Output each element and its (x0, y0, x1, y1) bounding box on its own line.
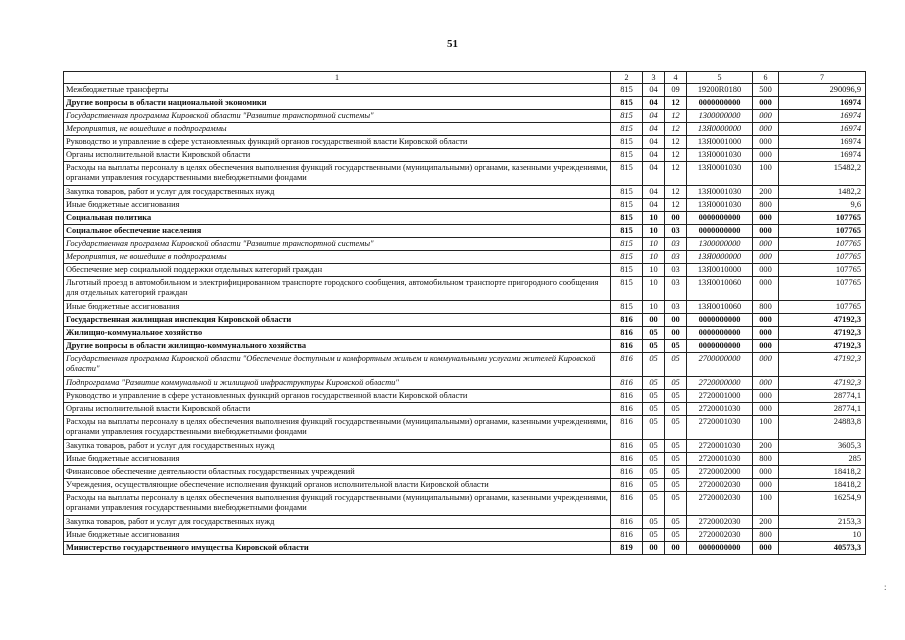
cell-name: Расходы на выплаты персоналу в целях обеспечения выполнения функций государственными (муниципальными) органами, казенными учреждениями, органами управления государственными внебюджетными фондами (64, 492, 611, 516)
cell-name: Руководство и управление в сфере установленных функций органов государственной власти Кировской области (64, 136, 611, 149)
cell-department: 815 (611, 301, 643, 314)
table-row (64, 327, 866, 340)
cell-department: 815 (611, 186, 643, 199)
cell-expense-type: 000 (753, 149, 779, 162)
cell-target-article: 2720002000 (687, 466, 753, 479)
cell-name: Обеспечение мер социальной поддержки отдельных категорий граждан (64, 264, 611, 277)
cell-target-article: 2720002030 (687, 516, 753, 529)
cell-target-article: 13Я0000000 (687, 251, 753, 264)
cell-name: Социальное обеспечение населения (64, 225, 611, 238)
cell-target-article: 13Я0000000 (687, 123, 753, 136)
cell-department: 815 (611, 123, 643, 136)
cell-expense-type: 000 (753, 277, 779, 301)
cell-target-article: 2720000000 (687, 377, 753, 390)
cell-subsection: 05 (665, 353, 687, 377)
cell-target-article: 13Я0001030 (687, 186, 753, 199)
cell-subsection: 05 (665, 440, 687, 453)
cell-subsection: 12 (665, 149, 687, 162)
cell-expense-type: 800 (753, 529, 779, 542)
cell-subsection: 12 (665, 186, 687, 199)
table-row (64, 238, 866, 251)
cell-amount: 10 (779, 529, 866, 542)
table-row (64, 353, 866, 377)
cell-amount: 28774,1 (779, 403, 866, 416)
cell-section: 10 (643, 277, 665, 301)
cell-subsection: 03 (665, 277, 687, 301)
cell-expense-type: 000 (753, 403, 779, 416)
scan-margin-mark: : (884, 582, 887, 592)
cell-section: 10 (643, 225, 665, 238)
cell-expense-type: 000 (753, 136, 779, 149)
cell-amount: 290096,9 (779, 84, 866, 97)
cell-section: 04 (643, 97, 665, 110)
cell-amount: 107765 (779, 277, 866, 301)
table-row (64, 251, 866, 264)
table-row (64, 542, 866, 555)
cell-department: 816 (611, 340, 643, 353)
cell-subsection: 12 (665, 123, 687, 136)
cell-name: Расходы на выплаты персоналу в целях обеспечения выполнения функций государственными (муниципальными) органами, казенными учреждениями, органами управления государственными внебюджетными фондами (64, 416, 611, 440)
cell-expense-type: 000 (753, 225, 779, 238)
cell-expense-type: 000 (753, 110, 779, 123)
cell-subsection: 05 (665, 479, 687, 492)
cell-section: 04 (643, 123, 665, 136)
cell-target-article: 1300000000 (687, 110, 753, 123)
cell-section: 04 (643, 162, 665, 186)
cell-department: 816 (611, 327, 643, 340)
cell-target-article: 13Я0010060 (687, 277, 753, 301)
cell-expense-type: 000 (753, 542, 779, 555)
cell-expense-type: 500 (753, 84, 779, 97)
table-row (64, 403, 866, 416)
cell-target-article: 2720001030 (687, 440, 753, 453)
table-row (64, 416, 866, 440)
cell-expense-type: 100 (753, 492, 779, 516)
cell-target-article: 2720001030 (687, 403, 753, 416)
cell-target-article: 0000000000 (687, 542, 753, 555)
cell-target-article: 2720002030 (687, 479, 753, 492)
cell-department: 816 (611, 479, 643, 492)
cell-amount: 16254,9 (779, 492, 866, 516)
cell-expense-type: 000 (753, 212, 779, 225)
cell-section: 04 (643, 84, 665, 97)
cell-amount: 285 (779, 453, 866, 466)
cell-name: Жилищно-коммунальное хозяйство (64, 327, 611, 340)
cell-target-article: 2720001000 (687, 390, 753, 403)
cell-section: 00 (643, 542, 665, 555)
cell-section: 10 (643, 251, 665, 264)
cell-expense-type: 000 (753, 377, 779, 390)
table-row (64, 492, 866, 516)
cell-department: 815 (611, 251, 643, 264)
cell-amount: 16974 (779, 149, 866, 162)
cell-name: Мероприятия, не вошедшие в подпрограммы (64, 123, 611, 136)
cell-department: 815 (611, 199, 643, 212)
cell-section: 05 (643, 529, 665, 542)
cell-amount: 16974 (779, 110, 866, 123)
cell-amount: 2153,3 (779, 516, 866, 529)
table-row (64, 466, 866, 479)
cell-target-article: 13Я0001030 (687, 162, 753, 186)
cell-target-article: 0000000000 (687, 314, 753, 327)
cell-department: 815 (611, 238, 643, 251)
table-body (64, 72, 866, 555)
cell-name: Льготный проезд в автомобильном и электрифицированном транспорте городского сообщения, автомобильном транспорте пригородного сообщения для отдельных категорий граждан (64, 277, 611, 301)
cell-section: 04 (643, 136, 665, 149)
cell-expense-type: 000 (753, 466, 779, 479)
cell-expense-type: 200 (753, 440, 779, 453)
cell-expense-type: 800 (753, 301, 779, 314)
cell-department: 815 (611, 162, 643, 186)
cell-section: 05 (643, 353, 665, 377)
header-cell-name: 1 (64, 72, 611, 84)
cell-expense-type: 000 (753, 251, 779, 264)
cell-subsection: 03 (665, 264, 687, 277)
cell-name: Органы исполнительной власти Кировской области (64, 403, 611, 416)
table-row (64, 186, 866, 199)
cell-department: 816 (611, 516, 643, 529)
header-cell-department: 2 (611, 72, 643, 84)
table-row (64, 123, 866, 136)
cell-target-article: 19200R0180 (687, 84, 753, 97)
cell-section: 05 (643, 516, 665, 529)
cell-department: 815 (611, 212, 643, 225)
cell-name: Государственная программа Кировской области "Развитие транспортной системы" (64, 110, 611, 123)
cell-expense-type: 200 (753, 516, 779, 529)
header-cell-amount: 7 (779, 72, 866, 84)
cell-expense-type: 000 (753, 238, 779, 251)
cell-subsection: 05 (665, 403, 687, 416)
cell-expense-type: 000 (753, 314, 779, 327)
cell-subsection: 00 (665, 314, 687, 327)
cell-subsection: 09 (665, 84, 687, 97)
cell-department: 816 (611, 466, 643, 479)
cell-department: 816 (611, 314, 643, 327)
cell-name: Закупка товаров, работ и услуг для государственных нужд (64, 186, 611, 199)
cell-section: 05 (643, 340, 665, 353)
cell-target-article: 2700000000 (687, 353, 753, 377)
cell-department: 816 (611, 416, 643, 440)
cell-department: 816 (611, 353, 643, 377)
table-row (64, 149, 866, 162)
cell-expense-type: 000 (753, 123, 779, 136)
header-cell-target-article: 5 (687, 72, 753, 84)
cell-department: 816 (611, 529, 643, 542)
cell-subsection: 05 (665, 416, 687, 440)
table-row (64, 212, 866, 225)
cell-section: 10 (643, 301, 665, 314)
cell-expense-type: 000 (753, 390, 779, 403)
table-row (64, 264, 866, 277)
cell-subsection: 00 (665, 542, 687, 555)
cell-target-article: 0000000000 (687, 212, 753, 225)
cell-name: Органы исполнительной власти Кировской области (64, 149, 611, 162)
cell-name: Министерство государственного имущества Кировской области (64, 542, 611, 555)
cell-subsection: 05 (665, 340, 687, 353)
table-row (64, 340, 866, 353)
cell-expense-type: 800 (753, 453, 779, 466)
cell-subsection: 05 (665, 390, 687, 403)
cell-department: 815 (611, 277, 643, 301)
cell-section: 05 (643, 416, 665, 440)
cell-department: 816 (611, 390, 643, 403)
table-row (64, 301, 866, 314)
cell-amount: 47192,3 (779, 377, 866, 390)
cell-target-article: 2720001030 (687, 453, 753, 466)
cell-amount: 9,6 (779, 199, 866, 212)
table-row (64, 390, 866, 403)
cell-target-article: 2720001030 (687, 416, 753, 440)
cell-name: Межбюджетные трансферты (64, 84, 611, 97)
cell-target-article: 13Я0010060 (687, 301, 753, 314)
cell-target-article: 2720002030 (687, 529, 753, 542)
cell-section: 04 (643, 199, 665, 212)
cell-department: 815 (611, 110, 643, 123)
budget-table (63, 71, 866, 555)
cell-target-article: 0000000000 (687, 340, 753, 353)
cell-section: 10 (643, 264, 665, 277)
cell-amount: 47192,3 (779, 314, 866, 327)
table-row (64, 453, 866, 466)
table-row (64, 84, 866, 97)
cell-expense-type: 000 (753, 97, 779, 110)
cell-department: 815 (611, 264, 643, 277)
cell-subsection: 05 (665, 492, 687, 516)
cell-expense-type: 200 (753, 186, 779, 199)
cell-name: Государственная программа Кировской области "Обеспечение доступным и комфортным жильем и коммунальными услугами жителей Кировской области" (64, 353, 611, 377)
header-cell-expense-type: 6 (753, 72, 779, 84)
cell-target-article: 1300000000 (687, 238, 753, 251)
cell-section: 05 (643, 390, 665, 403)
cell-name: Закупка товаров, работ и услуг для государственных нужд (64, 440, 611, 453)
cell-section: 05 (643, 492, 665, 516)
cell-amount: 107765 (779, 251, 866, 264)
cell-section: 04 (643, 186, 665, 199)
cell-section: 05 (643, 440, 665, 453)
cell-department: 816 (611, 403, 643, 416)
cell-department: 816 (611, 453, 643, 466)
cell-subsection: 05 (665, 453, 687, 466)
table-row (64, 479, 866, 492)
cell-subsection: 05 (665, 377, 687, 390)
cell-section: 05 (643, 453, 665, 466)
cell-name: Другие вопросы в области национальной экономики (64, 97, 611, 110)
cell-target-article: 0000000000 (687, 327, 753, 340)
cell-amount: 16974 (779, 123, 866, 136)
cell-name: Мероприятия, не вошедшие в подпрограммы (64, 251, 611, 264)
cell-department: 816 (611, 377, 643, 390)
cell-department: 815 (611, 84, 643, 97)
cell-name: Иные бюджетные ассигнования (64, 453, 611, 466)
cell-amount: 107765 (779, 212, 866, 225)
cell-amount: 47192,3 (779, 340, 866, 353)
cell-subsection: 05 (665, 466, 687, 479)
cell-name: Государственная программа Кировской области "Развитие транспортной системы" (64, 238, 611, 251)
table-row (64, 225, 866, 238)
table-row (64, 314, 866, 327)
cell-section: 00 (643, 314, 665, 327)
table-row (64, 529, 866, 542)
cell-subsection: 12 (665, 97, 687, 110)
cell-target-article: 13Я0010000 (687, 264, 753, 277)
cell-amount: 107765 (779, 238, 866, 251)
cell-expense-type: 000 (753, 327, 779, 340)
cell-department: 819 (611, 542, 643, 555)
cell-amount: 107765 (779, 264, 866, 277)
cell-subsection: 03 (665, 301, 687, 314)
cell-target-article: 2720002030 (687, 492, 753, 516)
cell-expense-type: 100 (753, 416, 779, 440)
cell-name: Государственная жилищная инспекция Кировской области (64, 314, 611, 327)
cell-name: Учреждения, осуществляющие обеспечение исполнения функций органов исполнительной власти Кировской области (64, 479, 611, 492)
cell-target-article: 0000000000 (687, 97, 753, 110)
cell-amount: 18418,2 (779, 479, 866, 492)
cell-name: Социальная политика (64, 212, 611, 225)
page-number: 51 (447, 38, 458, 50)
cell-amount: 18418,2 (779, 466, 866, 479)
cell-subsection: 12 (665, 199, 687, 212)
cell-section: 05 (643, 327, 665, 340)
cell-subsection: 12 (665, 162, 687, 186)
cell-subsection: 05 (665, 516, 687, 529)
cell-subsection: 05 (665, 529, 687, 542)
cell-amount: 107765 (779, 301, 866, 314)
cell-name: Другие вопросы в области жилищно-коммунального хозяйства (64, 340, 611, 353)
table-row (64, 199, 866, 212)
cell-amount: 24883,8 (779, 416, 866, 440)
cell-department: 815 (611, 149, 643, 162)
cell-amount: 1482,2 (779, 186, 866, 199)
cell-amount: 15482,2 (779, 162, 866, 186)
cell-department: 815 (611, 225, 643, 238)
cell-department: 815 (611, 97, 643, 110)
cell-amount: 47192,3 (779, 327, 866, 340)
cell-name: Расходы на выплаты персоналу в целях обеспечения выполнения функций государственными (муниципальными) органами, казенными учреждениями, органами управления государственными внебюджетными фондами (64, 162, 611, 186)
header-cell-subsection: 4 (665, 72, 687, 84)
cell-subsection: 03 (665, 238, 687, 251)
cell-amount: 47192,3 (779, 353, 866, 377)
cell-department: 816 (611, 440, 643, 453)
cell-expense-type: 000 (753, 479, 779, 492)
table-header-row (64, 72, 866, 84)
table-row (64, 516, 866, 529)
cell-name: Подпрограмма "Развитие коммунальной и жилищной инфраструктуры Кировской области" (64, 377, 611, 390)
cell-section: 05 (643, 479, 665, 492)
cell-expense-type: 000 (753, 264, 779, 277)
cell-section: 10 (643, 212, 665, 225)
cell-section: 05 (643, 403, 665, 416)
cell-amount: 16974 (779, 136, 866, 149)
cell-name: Иные бюджетные ассигнования (64, 301, 611, 314)
cell-amount: 40573,3 (779, 542, 866, 555)
cell-section: 04 (643, 110, 665, 123)
header-cell-section: 3 (643, 72, 665, 84)
cell-amount: 28774,1 (779, 390, 866, 403)
cell-expense-type: 800 (753, 199, 779, 212)
cell-name: Финансовое обеспечение деятельности областных государственных учреждений (64, 466, 611, 479)
table-row (64, 136, 866, 149)
cell-target-article: 13Я0001000 (687, 136, 753, 149)
cell-amount: 3605,3 (779, 440, 866, 453)
cell-subsection: 00 (665, 212, 687, 225)
cell-section: 04 (643, 149, 665, 162)
cell-section: 10 (643, 238, 665, 251)
cell-name: Иные бюджетные ассигнования (64, 529, 611, 542)
cell-target-article: 0000000000 (687, 225, 753, 238)
cell-target-article: 13Я0001030 (687, 149, 753, 162)
cell-section: 05 (643, 377, 665, 390)
cell-target-article: 13Я0001030 (687, 199, 753, 212)
table-row (64, 277, 866, 301)
cell-subsection: 03 (665, 225, 687, 238)
table-row (64, 377, 866, 390)
cell-department: 816 (611, 492, 643, 516)
cell-name: Иные бюджетные ассигнования (64, 199, 611, 212)
table-row (64, 110, 866, 123)
cell-expense-type: 100 (753, 162, 779, 186)
cell-name: Руководство и управление в сфере установленных функций органов государственной власти Кировской области (64, 390, 611, 403)
table-row (64, 440, 866, 453)
cell-subsection: 12 (665, 136, 687, 149)
cell-amount: 16974 (779, 97, 866, 110)
cell-expense-type: 000 (753, 353, 779, 377)
table-row (64, 162, 866, 186)
cell-expense-type: 000 (753, 340, 779, 353)
cell-amount: 107765 (779, 225, 866, 238)
cell-name: Закупка товаров, работ и услуг для государственных нужд (64, 516, 611, 529)
cell-department: 815 (611, 136, 643, 149)
cell-subsection: 12 (665, 110, 687, 123)
table-row (64, 97, 866, 110)
cell-subsection: 03 (665, 251, 687, 264)
cell-section: 05 (643, 466, 665, 479)
cell-subsection: 00 (665, 327, 687, 340)
